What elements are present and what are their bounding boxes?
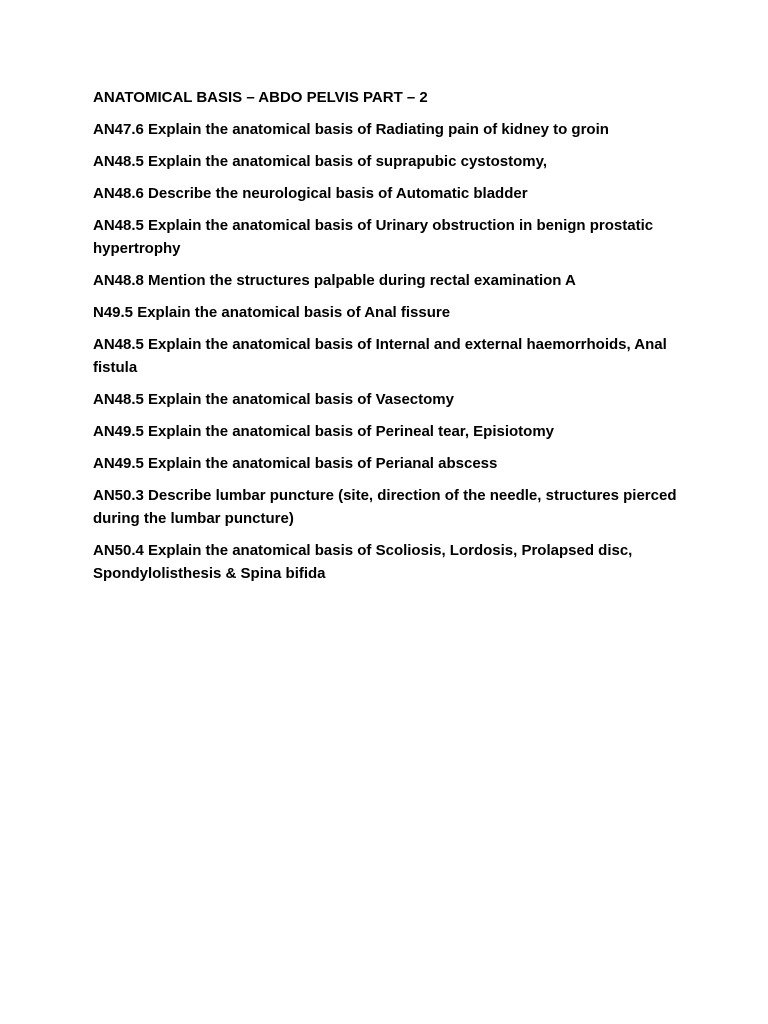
list-item: AN50.4 Explain the anatomical basis of Scoliosis, Lordosis, Prolapsed disc, Spondylolisthesis & Spina bifida	[93, 542, 633, 582]
list-item: AN48.5 Explain the anatomical basis of Vasectomy	[93, 391, 454, 408]
list-item: AN48.5 Explain the anatomical basis of Internal and external haemorrhoids, Anal fistula	[93, 336, 667, 376]
list-item: AN49.5 Explain the anatomical basis of Perineal tear, Episiotomy	[93, 423, 554, 440]
list-item: AN48.8 Mention the structures palpable during rectal examination A	[93, 272, 576, 289]
list-item: AN50.3 Describe lumbar puncture (site, direction of the needle, structures pierced during the lumbar puncture)	[93, 487, 677, 527]
list-item: AN48.5 Explain the anatomical basis of Urinary obstruction in benign prostatic hypertrophy	[93, 217, 654, 257]
document-title: ANATOMICAL BASIS – ABDO PELVIS PART – 2	[93, 89, 428, 106]
list-item: N49.5 Explain the anatomical basis of Anal fissure	[93, 304, 451, 321]
list-item: AN49.5 Explain the anatomical basis of Perianal abscess	[93, 455, 498, 472]
list-item: AN47.6 Explain the anatomical basis of Radiating pain of kidney to groin	[93, 121, 609, 138]
list-item: AN48.6 Describe the neurological basis of Automatic bladder	[93, 185, 528, 202]
list-item: AN48.5 Explain the anatomical basis of suprapubic cystostomy,	[93, 153, 548, 170]
document-body	[93, 86, 683, 594]
